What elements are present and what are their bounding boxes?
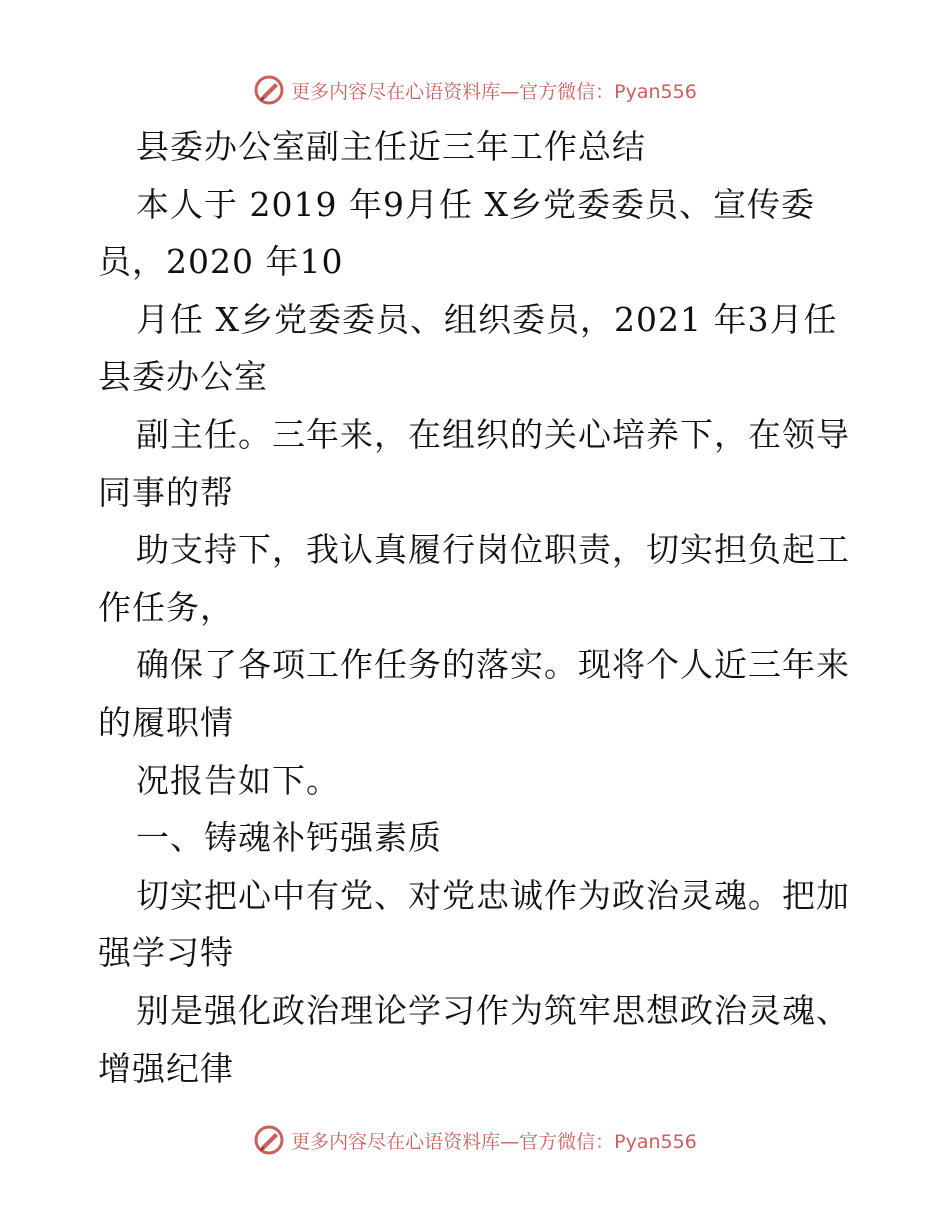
text-line: 切实把心中有党、对党忠诚作为政治灵魂。把加 bbox=[136, 875, 850, 915]
text-line: 强学习特 bbox=[98, 933, 234, 973]
document-title: 县委办公室副主任近三年工作总结 bbox=[136, 127, 646, 166]
pen-logo-icon bbox=[253, 1124, 285, 1156]
text-line: 增强纪律 bbox=[98, 1048, 234, 1088]
text-line: 况报告如下。 bbox=[136, 760, 340, 800]
text-line: 确保了各项工作任务的落实。现将个人近三年来 bbox=[136, 645, 850, 685]
text-line: 助支持下，我认真履行岗位职责，切实担负起工 bbox=[136, 530, 850, 570]
text-line: 县委办公室 bbox=[98, 357, 268, 397]
text-line: 一、铸魂补钙强素质 bbox=[136, 818, 442, 858]
text-line: 副主任。三年来，在组织的关心培养下，在领导 bbox=[136, 414, 850, 454]
text-line: 月任 X乡党委委员、组织委员，2021 年3月任 bbox=[136, 299, 838, 339]
watermark-text: 更多内容尽在心语资料库—官方微信：Pyan556 bbox=[291, 80, 697, 103]
text-line: 的履职情 bbox=[98, 702, 234, 742]
text-line: 同事的帮 bbox=[98, 472, 234, 512]
text-line: 别是强化政治理论学习作为筑牢思想政治灵魂、 bbox=[136, 990, 850, 1030]
text-line: 员，2020 年10 bbox=[98, 242, 344, 282]
watermark-banner-bottom bbox=[0, 1120, 950, 1160]
document-body bbox=[98, 118, 868, 1097]
pen-logo-icon bbox=[253, 74, 285, 106]
text-line: 作任务， bbox=[98, 587, 234, 627]
watermark-text: 更多内容尽在心语资料库—官方微信：Pyan556 bbox=[291, 1130, 697, 1153]
watermark-banner-top bbox=[0, 70, 950, 110]
text-line: 本人于 2019 年9月任 X乡党委委员、宣传委 bbox=[136, 184, 815, 224]
